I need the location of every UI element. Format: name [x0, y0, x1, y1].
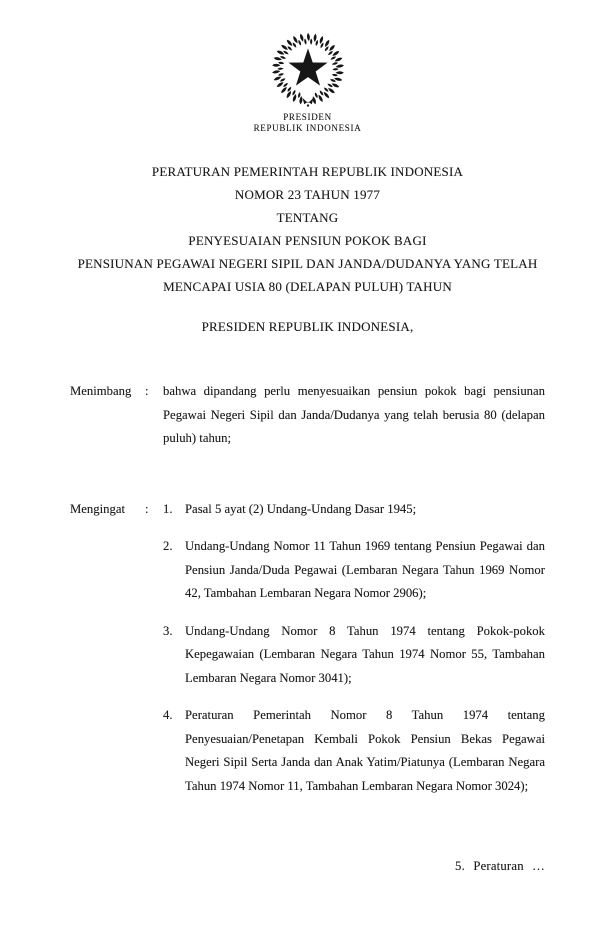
clause-mengingat [70, 498, 545, 799]
mengingat-item-text: Peraturan Pemerintah Nomor 8 Tahun 1974 tentang Penyesuaian/Penetapan Kembali Pokok Pensiun Bekas Pegawai Negeri Sipil Serta Janda dan Anak Yatim/Piatunya (Lembaran Negara Tahun 1974 Nomor 11, Tambahan Lembaran Negara Nomor 3024); [185, 708, 545, 793]
title-line-1: PERATURAN PEMERINTAH REPUBLIK INDONESIA [151, 164, 464, 179]
mengingat-item-number: 4. [163, 708, 173, 722]
presidential-seal-icon [266, 27, 350, 111]
menimbang-colon: : [145, 384, 149, 398]
title-line-5: PENSIUNAN PEGAWAI NEGERI SIPIL DAN JANDA/DUDANYA YANG TELAH [77, 256, 538, 271]
seal-caption [70, 112, 545, 134]
mengingat-item-text: Undang-Undang Nomor 8 Tahun 1974 tentang Pokok-pokok Kepegawaian (Lembaran Negara Tahun 1974 Nomor 55, Tambahan Lembaran Negara Nomor 3041); [185, 623, 545, 685]
catchword: 5. Peraturan … [455, 859, 545, 873]
mengingat-label: Mengingat [70, 501, 125, 516]
title-line-4: PENYESUAIAN PENSIUN POKOK BAGI [188, 233, 427, 248]
mengingat-item-number: 3. [163, 623, 173, 638]
mengingat-item-text: Undang-Undang Nomor 11 Tahun 1969 tentang Pensiun Pegawai dan Pensiun Janda/Duda Pegawai (Lembaran Negara Tahun 1969 Nomor 42, Tambahan Lembaran Negara Nomor 2906); [185, 539, 545, 600]
document-header [70, 27, 545, 134]
title-line-3: TENTANG [276, 210, 339, 225]
clause-menimbang [70, 380, 545, 451]
document-title [70, 160, 545, 298]
salutation: PRESIDEN REPUBLIK INDONESIA, [201, 319, 414, 334]
mengingat-list [163, 498, 545, 799]
mengingat-item [163, 498, 545, 522]
seal-caption-line2: REPUBLIK INDONESIA [253, 123, 362, 133]
mengingat-item-text: Pasal 5 ayat (2) Undang-Undang Dasar 1945; [185, 501, 417, 516]
mengingat-colon: : [145, 501, 149, 516]
mengingat-item [163, 535, 545, 606]
title-line-2: NOMOR 23 TAHUN 1977 [234, 187, 381, 202]
mengingat-item-number: 2. [163, 539, 173, 553]
menimbang-body: bahwa dipandang perlu menyesuaikan pensiun pokok bagi pensiunan Pegawai Negeri Sipil dan Janda/Dudanya yang telah berusia 80 (delapan puluh) tahun; [163, 384, 545, 445]
menimbang-label: Menimbang [70, 384, 132, 398]
seal-caption-line1: PRESIDEN [283, 112, 332, 122]
mengingat-item [163, 704, 545, 798]
title-line-6: MENCAPAI USIA 80 (DELAPAN PULUH) TAHUN [163, 279, 452, 294]
mengingat-item [163, 620, 545, 691]
mengingat-item-number: 1. [163, 501, 173, 516]
